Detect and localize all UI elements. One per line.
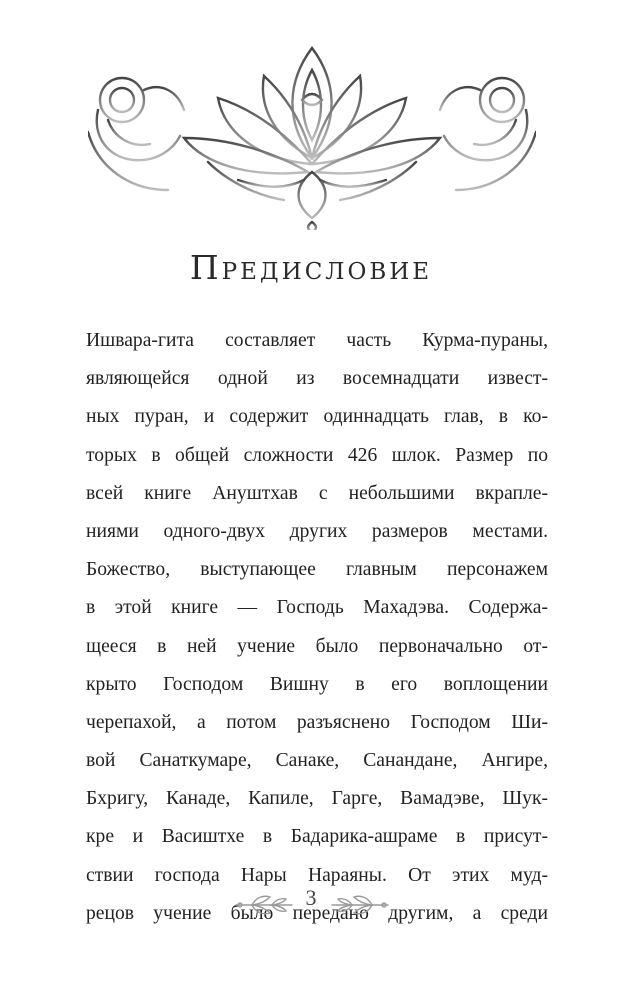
- lotus-ornament-icon: [88, 40, 536, 230]
- text-line: рецов учение было передано другим, а среди: [86, 902, 548, 924]
- text-line: торых в общей сложности 426 шлок. Размер по: [86, 444, 548, 466]
- text-line: всей книге Ануштхав с небольшими вкрапле-: [86, 482, 548, 504]
- text-line: Ишвара-гита составляет часть Курма-пураны,: [86, 330, 548, 351]
- body-paragraph: [86, 322, 548, 933]
- text-line: крыто Господом Вишну в его воплощении: [86, 673, 548, 695]
- text-line: ствии господа Нары Нараяны. От этих муд-: [86, 864, 548, 886]
- text-line: ных пуран, и содержит одиннадцать глав, в ко-: [86, 406, 548, 428]
- text-line: черепахой, а потом разъяснено Господом Ши-: [86, 711, 548, 733]
- page-number: 3: [305, 885, 317, 910]
- left-leaf-icon: [232, 893, 296, 917]
- text-line: ниями одного-двух других размеров местами.: [86, 520, 548, 542]
- text-line: вой Санаткумаре, Санаке, Санандане, Ангире,: [86, 750, 548, 772]
- text-line: в этой книге — Господь Махадэва. Содержа-: [86, 597, 548, 619]
- text-line: щееся в ней учение было первоначально от-: [86, 635, 548, 657]
- text-line: Божество, выступающее главным персонажем: [86, 559, 548, 581]
- text-line: Бхригу, Канаде, Капиле, Гарге, Вамадэве, Шук-: [86, 788, 548, 810]
- page-title: Предисловие: [189, 248, 433, 287]
- text-line: кре и Васиштхе в Бадарика-ашраме в присут-: [86, 826, 548, 848]
- right-leaf-icon: [328, 893, 392, 917]
- text-line: являющейся одной из восемнадцати извест-: [86, 368, 548, 390]
